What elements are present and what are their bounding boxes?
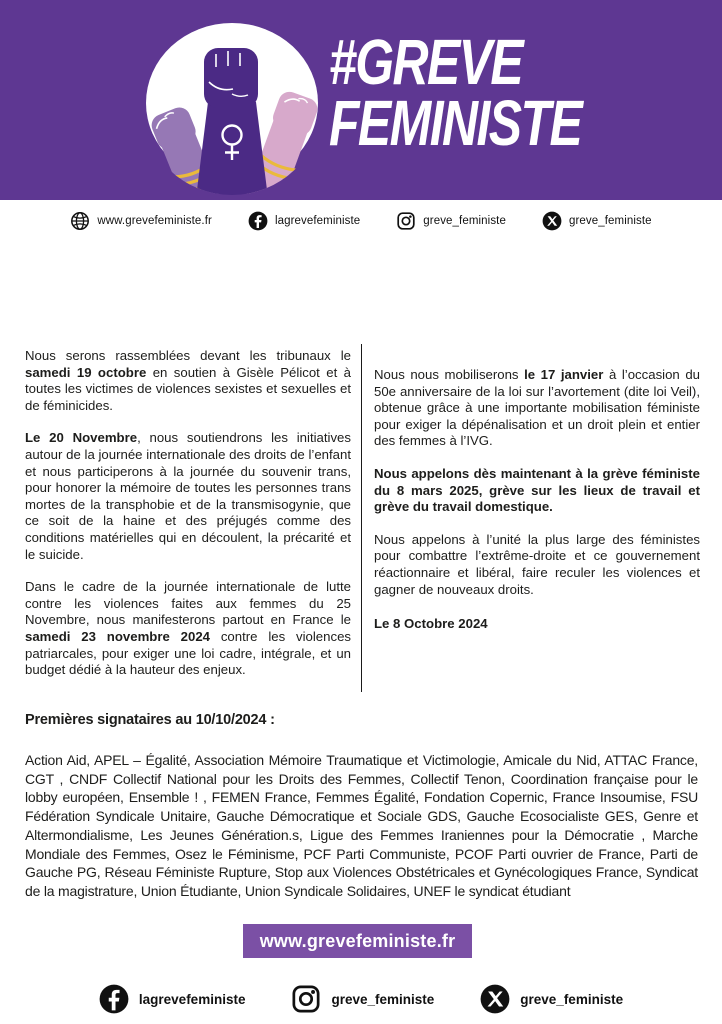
- facebook-link[interactable]: [99, 984, 246, 1014]
- x-link[interactable]: [480, 984, 623, 1014]
- facebook-icon: [248, 211, 268, 231]
- instagram-link[interactable]: [291, 984, 434, 1014]
- signatories-heading: Premières signataires au 10/10/2024 :: [25, 712, 275, 728]
- page-title: [329, 26, 582, 159]
- facebook-label: lagrevefeministe: [138, 991, 246, 1007]
- paragraph: Dans le cadre de la journée internationale de lutte contre les violences faites aux femmes du 25 Novembre, nous manifesterons partout en France le samedi 23 novembre 2024 contre les violences patriarcales, pour exiger une loi cadre, intégrale, et un budget dédié à la hauteur des enjeux.: [25, 579, 351, 678]
- facebook-icon: [99, 984, 129, 1014]
- paragraph: Nous nous mobiliserons le 17 janvier à l’occasion du 50e anniversaire de la loi sur l’avortement (dite loi Veil), obtenue grâce à une importante mobilisation féministe pour exiger la dépénalisation et un droit plein et entier des femmes à l’IVG.: [374, 367, 700, 449]
- raised-fists-logo: [146, 22, 318, 196]
- instagram-icon: [291, 984, 321, 1014]
- social-links-top: [0, 211, 722, 231]
- x-label: greve_feministe: [520, 991, 624, 1007]
- center-fist: [196, 48, 268, 196]
- column-divider: [361, 344, 362, 692]
- globe-icon: [70, 211, 90, 231]
- facebook-label: lagrevefeministe: [274, 215, 361, 227]
- paragraph: Le 20 Novembre, nous soutiendrons les initiatives autour de la journée internationale des droits de l’enfant et nous participerons à la journée du souvenir trans, pour honorer la mémoire de toutes les personnes trans mortes de la transphobie et de la transmisogynie, que ce soit de la haine et des préjugés comme des conditions matérielles qui en découlent, la précarité et le suicide.: [25, 430, 351, 562]
- social-links-bottom: [0, 984, 722, 1014]
- x-icon: [542, 211, 562, 231]
- instagram-icon: [396, 211, 416, 231]
- paragraph: Nous serons rassemblées devant les tribunaux le samedi 19 octobre en soutien à Gisèle Pélicot et à toutes les victimes de violences sexistes et sexuelles et de féminicides.: [25, 348, 351, 413]
- website-label: www.grevefeministe.fr: [97, 215, 212, 227]
- instagram-label: greve_feministe: [331, 991, 435, 1007]
- body-column-left: [25, 348, 351, 695]
- facebook-link[interactable]: [248, 211, 360, 231]
- title-line-2: FEMINISTE: [329, 87, 582, 159]
- date-line: Le 8 Octobre 2024: [374, 616, 488, 632]
- instagram-label: greve_feministe: [423, 215, 506, 227]
- paragraph: Nous appelons à l’unité la plus large des féministes pour combattre l’extrême-droite et ce gouvernement réactionnaire et libéral, faire reculer les violences et gagner de nouveaux droits.: [374, 531, 700, 597]
- x-icon: [480, 984, 510, 1014]
- instagram-link[interactable]: [396, 211, 506, 231]
- body-column-right: [374, 367, 700, 649]
- website-button[interactable]: www.grevefeministe.fr: [243, 924, 472, 958]
- paragraph: Nous appelons dès maintenant à la grève féministe du 8 mars 2025, grève sur les lieux de travail et grève du travail domestique.: [374, 465, 700, 515]
- website-link[interactable]: [70, 211, 212, 231]
- signatories-list: Action Aid, APEL – Égalité, Association Mémoire Traumatique et Victimologie, Amicale du Nid, ATTAC France, CGT , CNDF Collectif National pour les Droits des Femmes, Collectif Tenon, Coordination française pour le lobby européen, Ensemble ! , FEMEN France, Femmes Égalité, Fondation Copernic, France Insoumise, FSU Fédération Syndicale Unitaire, Gauche Démocratique et Sociale GDS, Gauche Ecosocialiste GES, Genre et Altermondialisme, Les Jeunes Génération.s, Ligue des Femmes Iraniennes pour la Démocratie , Marche Mondiale des Femmes, Osez le Féminisme, PCF Parti Communiste, PCOF Parti ouvrier de France, Parti de Gauche PG, Réseau Féministe Rupture, Stop aux Violences Obstétricales et Gynécologiques France, Syndicat de la magistrature, Union Étudiante, Union Syndicale Solidaires, UNEF le syndicat étudiant: [25, 752, 698, 899]
- x-label: greve_feministe: [568, 215, 652, 227]
- x-link[interactable]: [542, 211, 652, 231]
- header-banner: [0, 0, 722, 200]
- title-line-1: #GREVE: [329, 26, 523, 98]
